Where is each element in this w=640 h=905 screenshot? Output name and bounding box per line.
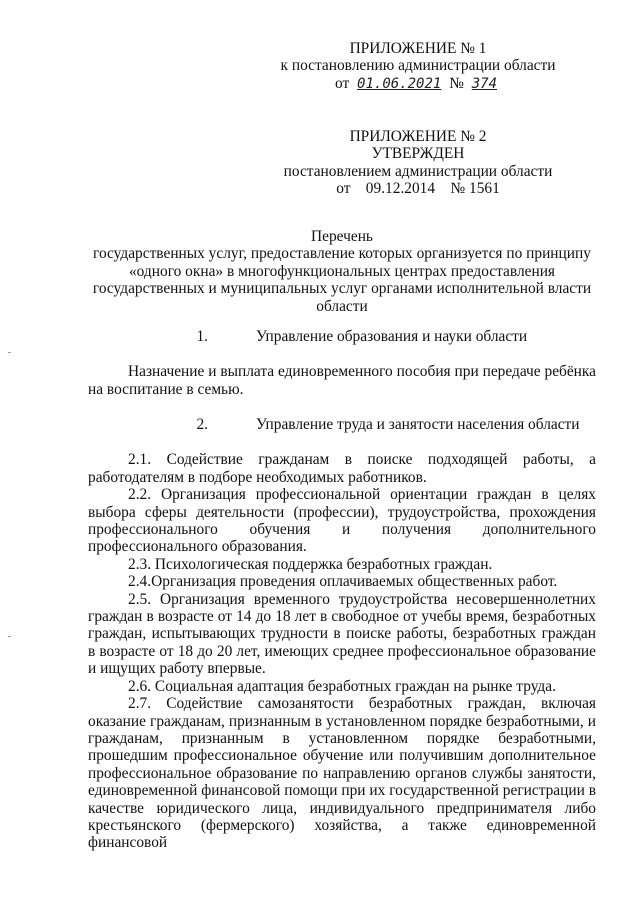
section-heading: [88, 328, 596, 345]
appendix-1-date-line: [268, 75, 568, 93]
section-number: 2.: [196, 416, 208, 433]
handwritten-number: 374: [471, 75, 498, 92]
scan-mark: [8, 352, 11, 353]
title-line: государственных услуг, предоставление которых организуется по принципу: [93, 245, 591, 263]
paragraph: 2.4.Организация проведения оплачиваемых общественных работ.: [128, 573, 558, 591]
appendix-1-title: ПРИЛОЖЕНИЕ № 1: [349, 40, 487, 57]
paragraph: 2.1. Содействие гражданам в поиске подходящей работы, а работодателям в подборе необходимых работников.: [88, 451, 596, 486]
appendix-2-date-line: от 09.12.2014 № 1561: [336, 180, 500, 198]
approved-label: УТВЕРЖДЕН: [371, 145, 465, 163]
title-line: области: [316, 297, 368, 315]
title-line: «одного окна» в многофункциональных центрах предоставления: [128, 262, 556, 280]
section-1-text: Назначение и выплата единовременного пособия при передаче ребёнка на воспитание в семью.: [88, 363, 596, 398]
scan-mark: [8, 636, 11, 637]
section-2: [88, 416, 596, 852]
paragraph: 2.7. Содействие самозанятости безработных граждан, включая оказание гражданам, признанным в установленном порядке безработными, и гражданам, признанным в установленном порядке безработными, прошедшим профессиональное обучение или получившим дополнительное профессиональное образование по направлению органов службы занятости, единовременной финансовой помощи при их государственной регистрации в качестве юридического лица, индивидуального предпринимателя либо крестьянского (фермерского) хозяйства, а также единовременной финансовой: [88, 695, 596, 852]
section-number: 1.: [196, 328, 208, 345]
handwritten-date: 01.06.2021: [357, 75, 442, 92]
appendix-2-line: постановлением администрации области: [283, 162, 553, 180]
date-prefix: от: [334, 74, 350, 92]
title-heading: Перечень: [311, 228, 373, 245]
paragraph: 2.3. Психологическая поддержка безработных граждан.: [128, 555, 493, 573]
appendix-2-header: [268, 128, 568, 198]
number-prefix: №: [449, 74, 464, 92]
paragraph: 2.2. Организация профессиональной ориентации граждан в целях выбора сферы деятельности (профессии), трудоустройства, прохождения профессионального обучения и получения дополнительного профессионального образования.: [88, 486, 596, 556]
appendix-1-line: к постановлению администрации области: [280, 57, 556, 75]
section-2-body: [88, 451, 596, 851]
appendix-1-header: [268, 40, 568, 93]
paragraph: 2.5. Организация временного трудоустройства несовершеннолетних граждан в возрасте от 14 до 18 лет в свободное от учебы время, безработных граждан, испытывающих трудности в поиске работы, безработных граждан в возрасте от 18 до 20 лет, имеющих среднее профессиональное образование и ищущих работу впервые.: [88, 590, 596, 678]
document-title: [88, 228, 596, 315]
section-heading: [88, 416, 596, 433]
section-title: Управление труда и занятости населения области: [256, 416, 580, 433]
title-line: государственных и муниципальных услуг органами исполнительной власти: [92, 280, 592, 298]
paragraph: 2.6. Социальная адаптация безработных граждан на рынке труда.: [128, 677, 556, 695]
section-title: Управление образования и науки области: [256, 328, 528, 345]
section-1: [88, 328, 596, 398]
appendix-2-title: ПРИЛОЖЕНИЕ № 2: [349, 128, 487, 145]
